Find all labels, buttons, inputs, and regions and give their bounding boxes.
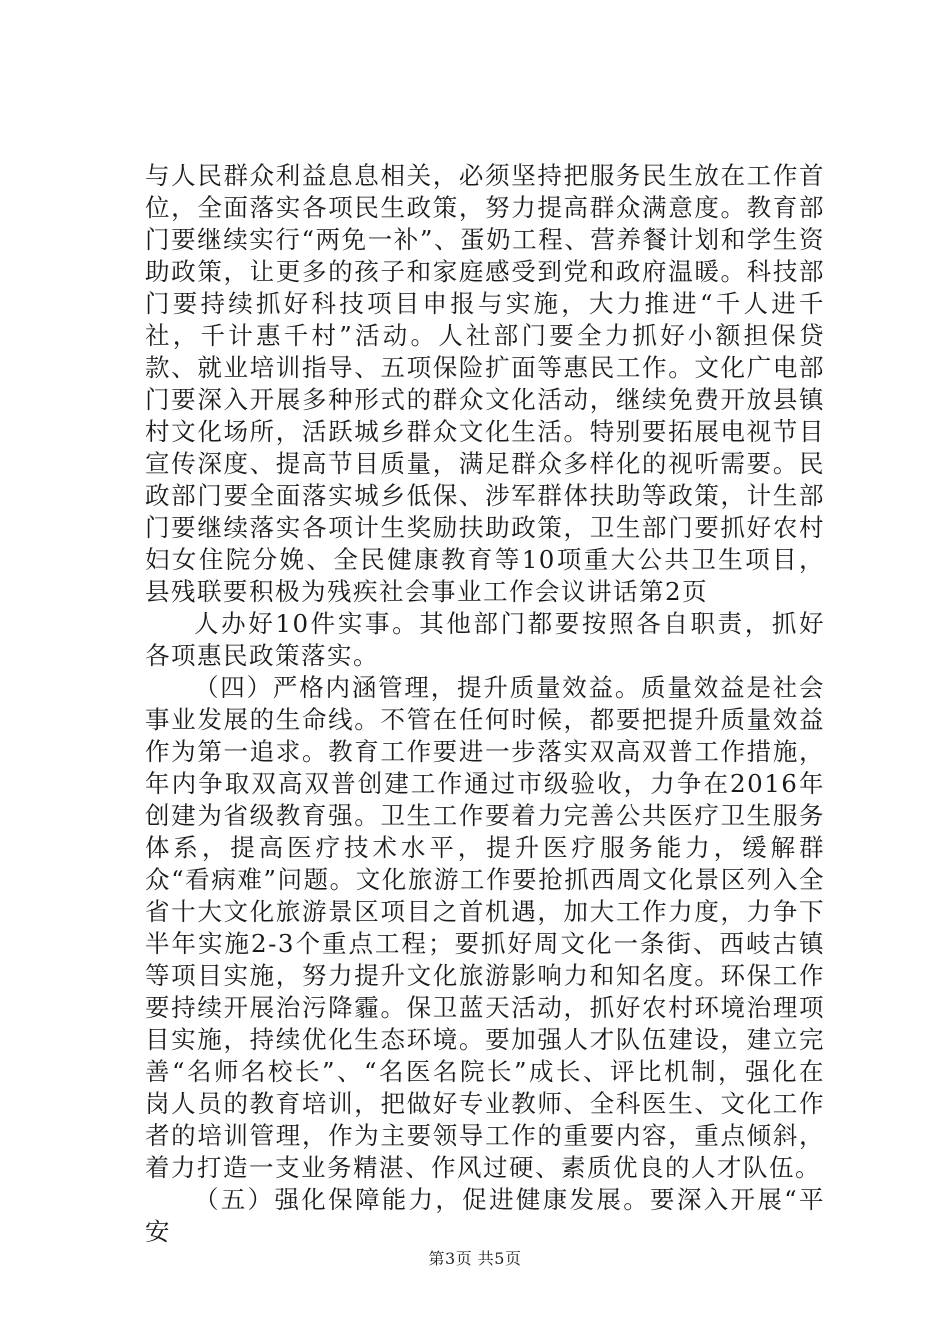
body-paragraph-2: 人办好10件实事。其他部门都要按照各自职责，抓好各项惠民政策落实。 [145, 609, 825, 670]
document-body [145, 160, 825, 1248]
body-paragraph-1: 与人民群众利益息息相关，必须坚持把服务民生放在工作首位，全面落实各项民生政策，努力提高群众满意度。教育部门要继续实行“两免一补”、蛋奶工程、营养餐计划和学生资助政策，让更多的孩子和家庭感受到党和政府温暖。科技部门要持续抓好科技项目申报与实施，大力推进“千人进千社，千计惠千村”活动。人社部门要全力抓好小额担保贷款、就业培训指导、五项保险扩面等惠民工作。文化广电部门要深入开展多种形式的群众文化活动，继续免费开放县镇村文化场所，活跃城乡群众文化生活。特别要拓展电视节目宣传深度、提高节目质量，满足群众多样化的视听需要。民政部门要全面落实城乡低保、涉军群体扶助等政策，计生部门要继续落实各项计生奖励扶助政策，卫生部门要抓好农村妇女住院分娩、全民健康教育等10项重大公共卫生项目，县残联要积极为残疾社会事业工作会议讲话第2页 [145, 161, 825, 606]
body-paragraph-4: （五）强化保障能力，促进健康发展。要深入开展“平安 [145, 1185, 825, 1246]
body-paragraph-3: （四）严格内涵管理，提升质量效益。质量效益是社会事业发展的生命线。不管在任何时候，都要把提升质量效益作为第一追求。教育工作要进一步落实双高双普工作措施，年内争取双高双普创建工作通过市级验收，力争在2016年创建为省级教育强。卫生工作要着力完善公共医疗卫生服务体系，提高医疗技术水平，提升医疗服务能力，缓解群众“看病难”问题。文化旅游工作要抢抓西周文化景区列入全省十大文化旅游景区项目之首机遇，加大工作力度，力争下半年实施2-3个重点工程；要抓好周文化一条街、西岐古镇等项目实施，努力提升文化旅游影响力和知名度。环保工作要持续开展治污降霾。保卫蓝天活动，抓好农村环境治理项目实施，持续优化生态环境。要加强人才队伍建设，建立完善“名师名校长”、“名医名院长”成长、评比机制，强化在岗人员的教育培训，把做好专业教师、全科医生、文化工作者的培训管理，作为主要领导工作的重要内容，重点倾斜，着力打造一支业务精湛、作风过硬、素质优良的人才队伍。 [145, 673, 825, 1182]
page-number-footer: 第3页 共5页 [428, 1249, 522, 1268]
